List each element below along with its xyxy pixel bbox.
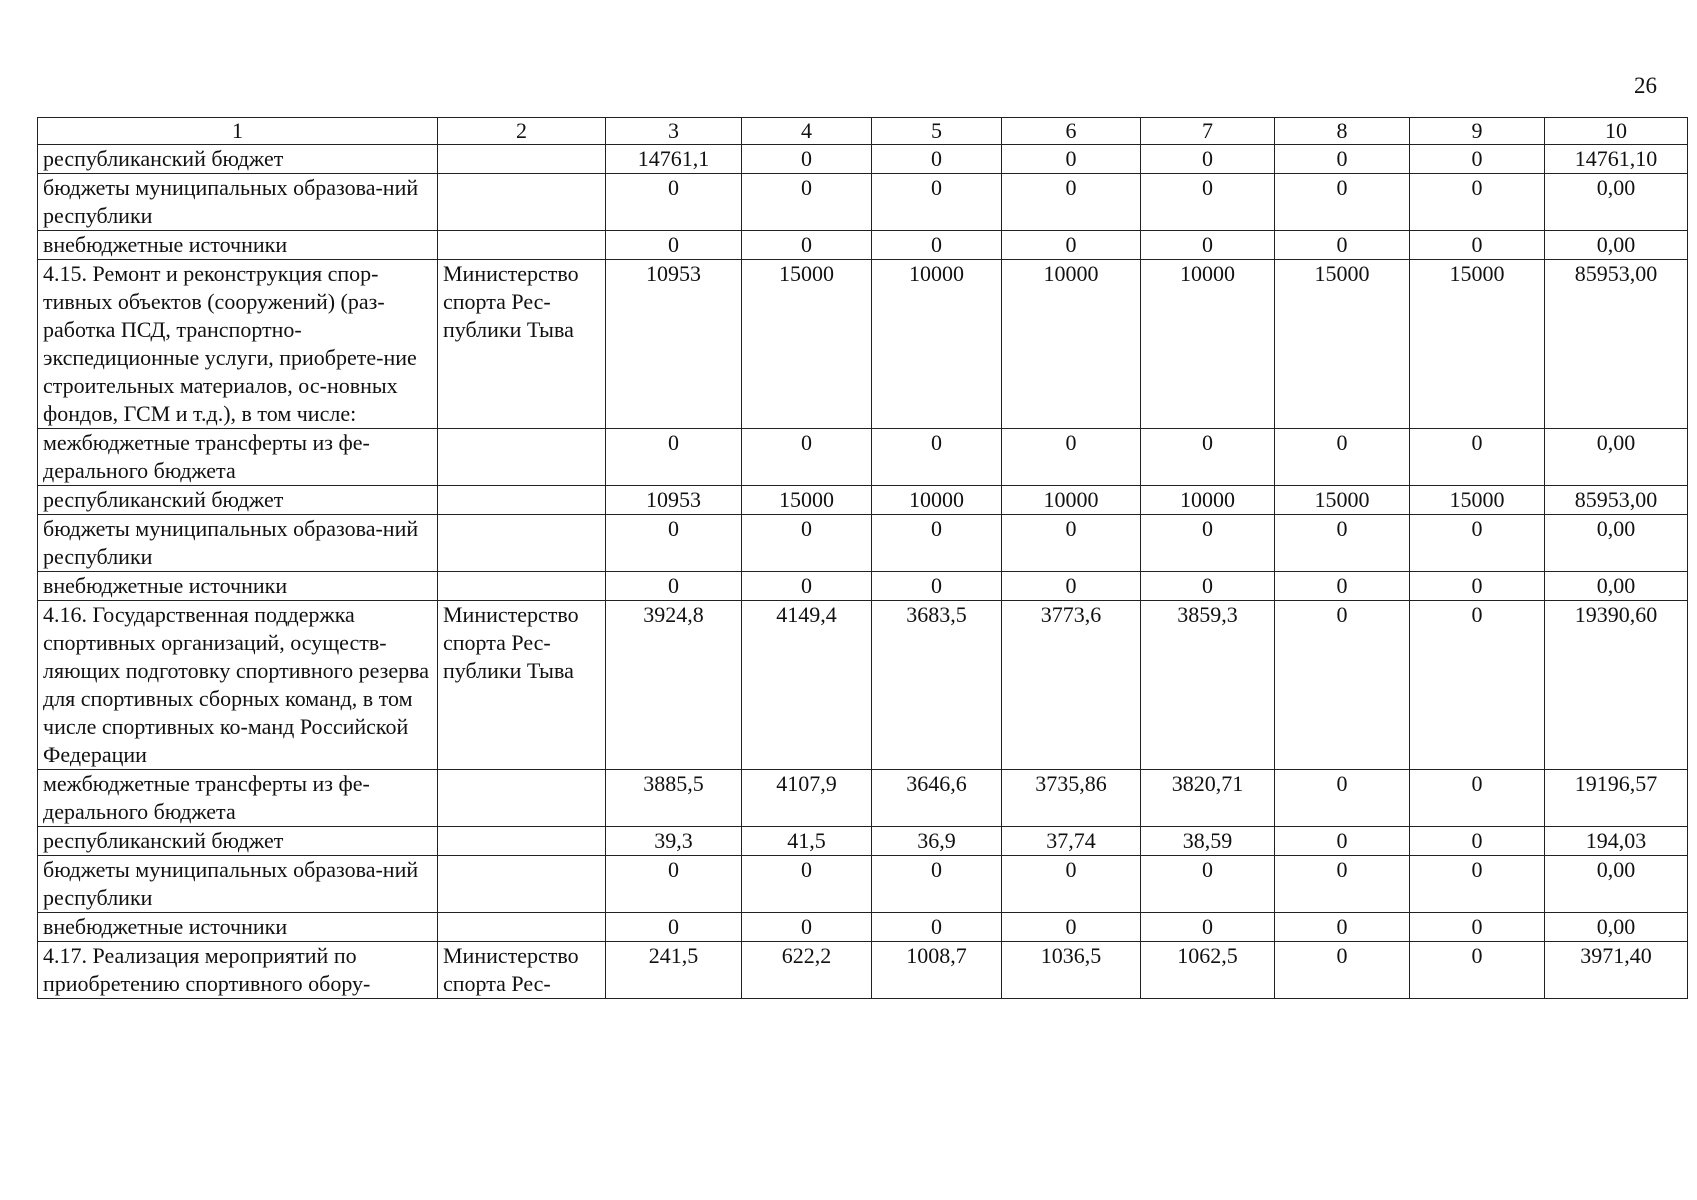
value-cell: 0 — [872, 856, 1002, 913]
value-cell: 0 — [742, 429, 872, 486]
value-cell: 37,74 — [1002, 827, 1141, 856]
value-cell: 0 — [1141, 174, 1275, 231]
value-cell: 0,00 — [1545, 515, 1688, 572]
value-cell: 0 — [606, 856, 742, 913]
value-cell: 10953 — [606, 260, 742, 429]
value-cell: 0 — [1002, 429, 1141, 486]
responsible-executor: Министерство спорта Рес-публики Тыва — [438, 260, 606, 429]
value-cell: 0 — [1275, 601, 1410, 770]
row-description: бюджеты муниципальных образова-ний республики — [38, 856, 438, 913]
value-cell: 0 — [872, 174, 1002, 231]
table-row — [38, 515, 1688, 572]
value-cell: 0 — [1275, 231, 1410, 260]
value-cell: 0 — [1002, 856, 1141, 913]
value-cell: 0 — [1002, 231, 1141, 260]
value-cell: 0 — [1141, 856, 1275, 913]
responsible-executor — [438, 174, 606, 231]
value-cell: 36,9 — [872, 827, 1002, 856]
row-description: межбюджетные трансферты из фе-дерального бюджета — [38, 429, 438, 486]
value-cell: 0 — [606, 174, 742, 231]
value-cell: 14761,1 — [606, 145, 742, 174]
table-body — [38, 118, 1688, 999]
value-cell: 41,5 — [742, 827, 872, 856]
table-row — [38, 486, 1688, 515]
row-description: 4.16. Государственная поддержка спортивных организаций, осуществ-ляющих подготовку спортивного резерва для спортивных сборных команд, в том числе спортивных ко-манд Российской Федерации — [38, 601, 438, 770]
value-cell: 0 — [1275, 515, 1410, 572]
value-cell: 19390,60 — [1545, 601, 1688, 770]
value-cell: 0 — [1141, 913, 1275, 942]
value-cell: 10000 — [1002, 260, 1141, 429]
row-description: республиканский бюджет — [38, 827, 438, 856]
value-cell: 14761,10 — [1545, 145, 1688, 174]
value-cell: 0,00 — [1545, 572, 1688, 601]
value-cell: 0,00 — [1545, 856, 1688, 913]
value-cell: 3646,6 — [872, 770, 1002, 827]
value-cell: 85953,00 — [1545, 260, 1688, 429]
value-cell: 0 — [1002, 145, 1141, 174]
value-cell: 15000 — [1410, 486, 1545, 515]
value-cell: 0 — [1275, 429, 1410, 486]
value-cell: 0 — [1275, 856, 1410, 913]
row-description: 4.15. Ремонт и реконструкция спор-тивных объектов (сооружений) (раз-работка ПСД, транспортно-экспедиционные услуги, приобрете-ние строительных материалов, ос-новных фондов, ГСМ и т.д.), в том числе: — [38, 260, 438, 429]
row-description: 4.17. Реализация мероприятий по приобретению спортивного обору- — [38, 942, 438, 999]
value-cell: 0 — [1410, 515, 1545, 572]
row-description: внебюджетные источники — [38, 913, 438, 942]
value-cell: 3885,5 — [606, 770, 742, 827]
row-description: бюджеты муниципальных образова-ний республики — [38, 174, 438, 231]
value-cell: 1036,5 — [1002, 942, 1141, 999]
value-cell: 15000 — [742, 260, 872, 429]
value-cell: 0 — [1275, 145, 1410, 174]
value-cell: 0 — [1141, 429, 1275, 486]
responsible-executor — [438, 486, 606, 515]
value-cell: 3773,6 — [1002, 601, 1141, 770]
column-header: 1 — [38, 118, 438, 145]
column-header: 3 — [606, 118, 742, 145]
value-cell: 4107,9 — [742, 770, 872, 827]
value-cell: 0 — [1410, 145, 1545, 174]
value-cell: 0 — [1275, 174, 1410, 231]
value-cell: 0 — [872, 515, 1002, 572]
value-cell: 0 — [742, 572, 872, 601]
table-row — [38, 601, 1688, 770]
value-cell: 15000 — [742, 486, 872, 515]
value-cell: 19196,57 — [1545, 770, 1688, 827]
value-cell: 3820,71 — [1141, 770, 1275, 827]
responsible-executor — [438, 515, 606, 572]
value-cell: 15000 — [1275, 260, 1410, 429]
value-cell: 0 — [606, 429, 742, 486]
responsible-executor — [438, 827, 606, 856]
column-header: 2 — [438, 118, 606, 145]
value-cell: 0 — [1410, 913, 1545, 942]
value-cell: 0 — [872, 913, 1002, 942]
value-cell: 4149,4 — [742, 601, 872, 770]
column-header: 9 — [1410, 118, 1545, 145]
responsible-executor: Министерство спорта Рес-публики Тыва — [438, 601, 606, 770]
value-cell: 0 — [742, 913, 872, 942]
responsible-executor — [438, 572, 606, 601]
table-row — [38, 770, 1688, 827]
value-cell: 0 — [1141, 515, 1275, 572]
value-cell: 0 — [1410, 770, 1545, 827]
responsible-executor — [438, 770, 606, 827]
value-cell: 0 — [1410, 572, 1545, 601]
value-cell: 0 — [1141, 145, 1275, 174]
table-row — [38, 260, 1688, 429]
row-description: внебюджетные источники — [38, 572, 438, 601]
table-row — [38, 231, 1688, 260]
row-description: межбюджетные трансферты из фе-дерального бюджета — [38, 770, 438, 827]
column-header: 6 — [1002, 118, 1141, 145]
table-row — [38, 572, 1688, 601]
value-cell: 15000 — [1275, 486, 1410, 515]
value-cell: 3971,40 — [1545, 942, 1688, 999]
responsible-executor: Министерство спорта Рес- — [438, 942, 606, 999]
value-cell: 0 — [1275, 770, 1410, 827]
table-row — [38, 913, 1688, 942]
value-cell: 0 — [1410, 174, 1545, 231]
value-cell: 0 — [606, 231, 742, 260]
value-cell: 85953,00 — [1545, 486, 1688, 515]
value-cell: 0,00 — [1545, 429, 1688, 486]
value-cell: 0 — [1410, 429, 1545, 486]
value-cell: 194,03 — [1545, 827, 1688, 856]
value-cell: 39,3 — [606, 827, 742, 856]
responsible-executor — [438, 231, 606, 260]
value-cell: 0,00 — [1545, 231, 1688, 260]
value-cell: 0 — [742, 145, 872, 174]
column-header: 8 — [1275, 118, 1410, 145]
row-description: внебюджетные источники — [38, 231, 438, 260]
value-cell: 3859,3 — [1141, 601, 1275, 770]
value-cell: 10000 — [1141, 486, 1275, 515]
budget-table — [37, 117, 1688, 999]
responsible-executor — [438, 856, 606, 913]
value-cell: 0 — [1275, 572, 1410, 601]
column-header: 7 — [1141, 118, 1275, 145]
value-cell: 0 — [1410, 827, 1545, 856]
value-cell: 0 — [1410, 856, 1545, 913]
table-row — [38, 827, 1688, 856]
value-cell: 0 — [742, 856, 872, 913]
value-cell: 241,5 — [606, 942, 742, 999]
value-cell: 3924,8 — [606, 601, 742, 770]
table-row — [38, 429, 1688, 486]
value-cell: 10953 — [606, 486, 742, 515]
value-cell: 0 — [1002, 174, 1141, 231]
value-cell: 10000 — [1002, 486, 1141, 515]
row-description: республиканский бюджет — [38, 486, 438, 515]
responsible-executor — [438, 145, 606, 174]
value-cell: 0 — [1275, 913, 1410, 942]
value-cell: 0 — [1275, 827, 1410, 856]
value-cell: 3735,86 — [1002, 770, 1141, 827]
row-description: бюджеты муниципальных образова-ний республики — [38, 515, 438, 572]
value-cell: 15000 — [1410, 260, 1545, 429]
value-cell: 622,2 — [742, 942, 872, 999]
table-row — [38, 942, 1688, 999]
value-cell: 0 — [742, 515, 872, 572]
column-header: 4 — [742, 118, 872, 145]
value-cell: 0 — [606, 515, 742, 572]
value-cell: 0 — [1141, 231, 1275, 260]
value-cell: 3683,5 — [872, 601, 1002, 770]
value-cell: 0 — [1002, 515, 1141, 572]
value-cell: 0 — [606, 572, 742, 601]
value-cell: 0 — [872, 231, 1002, 260]
value-cell: 0 — [872, 572, 1002, 601]
value-cell: 10000 — [872, 486, 1002, 515]
value-cell: 0 — [606, 913, 742, 942]
value-cell: 10000 — [1141, 260, 1275, 429]
value-cell: 0 — [872, 429, 1002, 486]
value-cell: 0 — [1410, 601, 1545, 770]
value-cell: 1008,7 — [872, 942, 1002, 999]
responsible-executor — [438, 913, 606, 942]
value-cell: 0 — [1410, 942, 1545, 999]
value-cell: 10000 — [872, 260, 1002, 429]
row-description: республиканский бюджет — [38, 145, 438, 174]
value-cell: 0 — [1002, 572, 1141, 601]
table-row — [38, 145, 1688, 174]
value-cell: 38,59 — [1141, 827, 1275, 856]
value-cell: 0 — [1002, 913, 1141, 942]
value-cell: 0 — [742, 231, 872, 260]
value-cell: 0 — [1275, 942, 1410, 999]
value-cell: 0 — [1410, 231, 1545, 260]
value-cell: 0 — [872, 145, 1002, 174]
table-row — [38, 174, 1688, 231]
value-cell: 0,00 — [1545, 174, 1688, 231]
value-cell: 0 — [1141, 572, 1275, 601]
column-header: 10 — [1545, 118, 1688, 145]
value-cell: 0,00 — [1545, 913, 1688, 942]
column-number-row — [38, 118, 1688, 145]
value-cell: 1062,5 — [1141, 942, 1275, 999]
value-cell: 0 — [742, 174, 872, 231]
column-header: 5 — [872, 118, 1002, 145]
table-row — [38, 856, 1688, 913]
responsible-executor — [438, 429, 606, 486]
page-number: 26 — [1634, 73, 1657, 98]
